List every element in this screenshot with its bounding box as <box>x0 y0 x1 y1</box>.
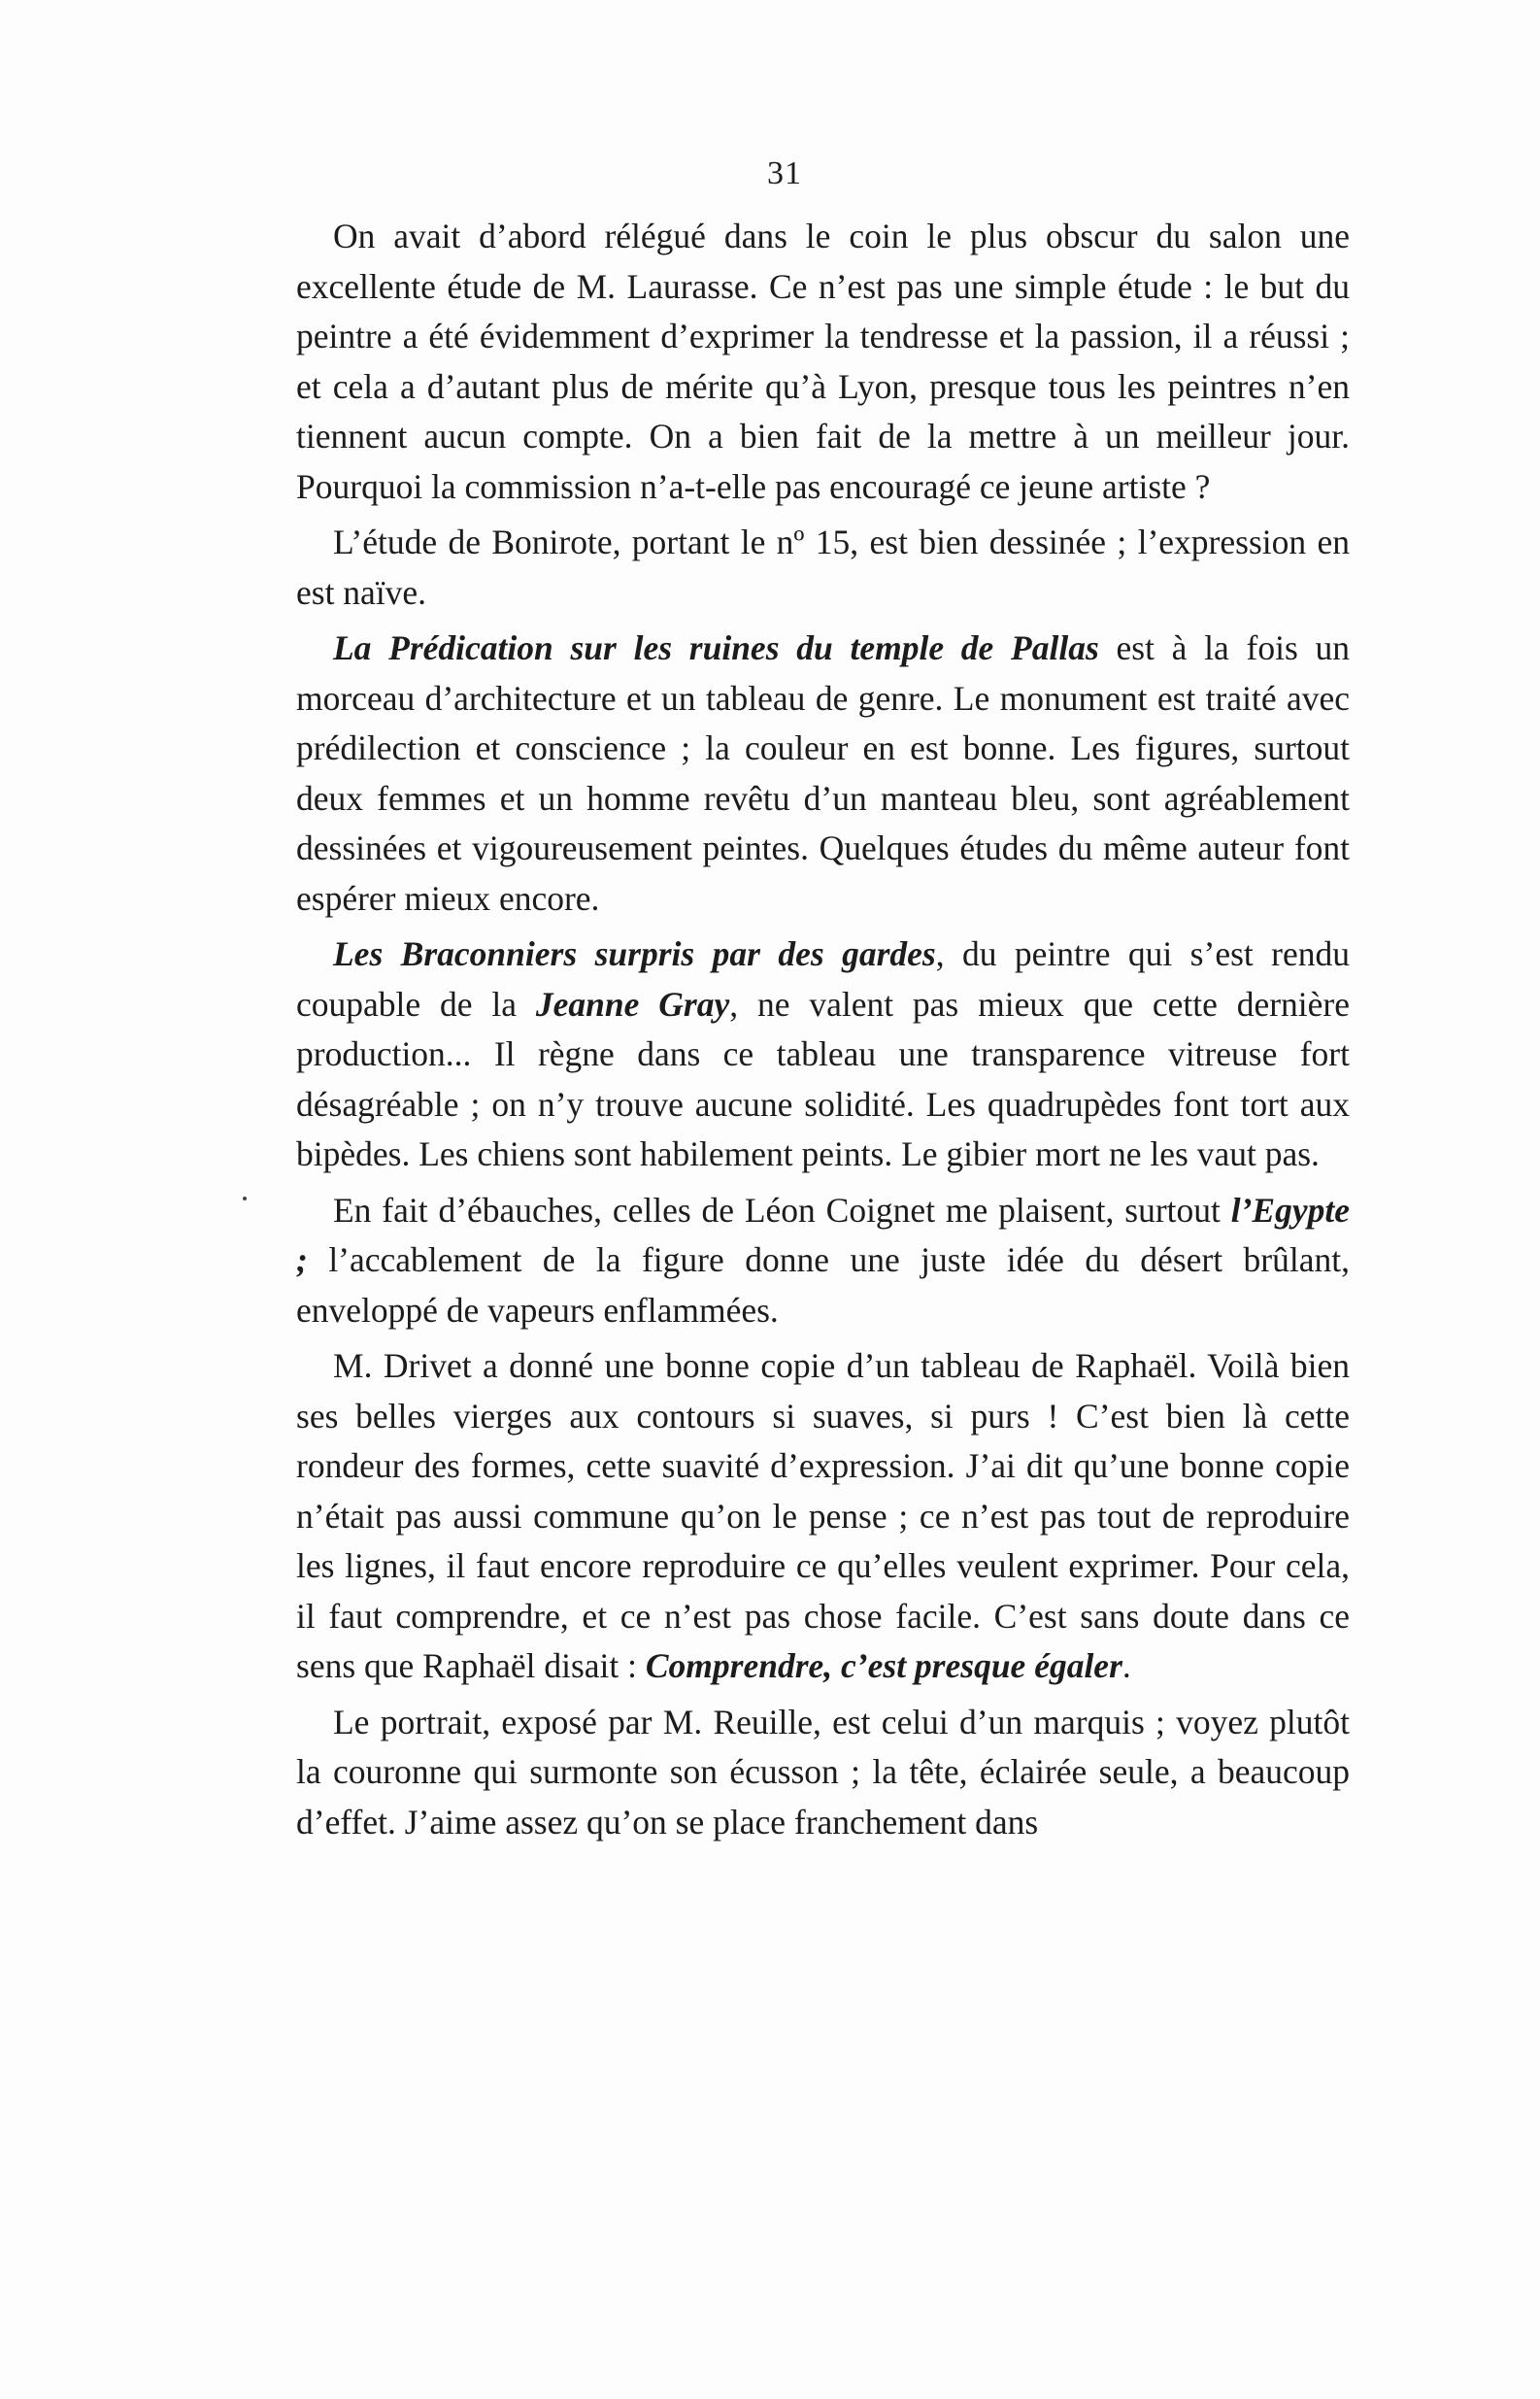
artwork-title: Les Braconniers surpris par des gardes <box>333 934 936 973</box>
artwork-title: Jeanne Gray <box>535 984 730 1024</box>
page-number: 31 <box>767 155 802 191</box>
quotation: Comprendre, c’est presque égaler <box>645 1646 1122 1685</box>
artwork-title: l’Egypte ; <box>296 1190 1350 1279</box>
paragraph-text: l’accablement de la figure donne une juste idée du désert brûlant, enveloppé de vapeurs enflammées. <box>296 1240 1350 1330</box>
paragraph-drivet <box>296 1341 1350 1692</box>
paragraph-reuille: Le portrait, exposé par M. Reuille, est celui d’un marquis ; voyez plutôt la couronne qui surmonte son écusson ; la tête, éclairée seule, a beaucoup d’effet. J’aime assez qu’on se place franchement dans <box>296 1702 1350 1841</box>
paragraph-text: , du peintre qui s’est rendu coupable de la <box>296 934 1350 1024</box>
paragraph-predication <box>296 624 1350 924</box>
paragraph-text: , ne valent pas mieux que cette dernière production... Il règne dans ce tableau une transparence vitreuse fort désagréable ; on n’y trouve aucune solidité. Les quadrupèdes font tort aux bipèdes. Les chiens sont habilement peints. Le gibier mort ne les vaut pas. <box>296 984 1350 1173</box>
paragraph-text: M. Drivet a donné une bonne copie d’un tableau de Raphaël. Voilà bien ses belles vierges aux contours si suaves, si purs ! C’est bien là cette rondeur des formes, cette suavité d’expression. J’ai dit qu’une bonne copie n’était pas aussi commune qu’on le pense ; ce n’est pas tout de reproduire les lignes, il faut encore reproduire ce qu’elles veulent exprimer. Pour cela, il faut comprendre, et ce n’est pas chose facile. C’est sans doute dans ce sens que Raphaël disait : <box>296 1346 1350 1685</box>
margin-mark <box>243 1197 247 1200</box>
paragraph-text: est à la fois un morceau d’architecture et un tableau de genre. Le monument est traité avec prédilection et conscience ; la couleur en est bonne. Les figures, surtout deux femmes et un homme revêtu d’un manteau bleu, sont agréablement dessinées et vigoureusement peintes. Quelques études du même auteur font espérer mieux encore. <box>296 628 1351 918</box>
paragraph-coignet <box>296 1186 1350 1336</box>
paragraph-text: En fait d’ébauches, celles de Léon Coignet me plaisent, surtout <box>333 1190 1231 1230</box>
body-text <box>296 212 1350 1853</box>
paragraph-braconniers <box>296 929 1350 1180</box>
artwork-title: La Prédication sur les ruines du temple de Pallas <box>333 628 1099 667</box>
paragraph-laurasse: On avait d’abord rélégué dans le coin le plus obscur du salon une excellente étude de M. Laurasse. Ce n’est pas une simple étude : le but du peintre a été évidemment d’exprimer la tendresse et la passion, il a réussi ; et cela a d’autant plus de mérite qu’à Lyon, presque tous les peintres n’en tiennent aucun compte. On a bien fait de la mettre à un meilleur jour. Pourquoi la commission n’a-t-elle pas encouragé ce jeune artiste ? <box>296 217 1350 506</box>
paragraph-text: . <box>1122 1646 1131 1685</box>
paragraph-bonirote: L’étude de Bonirote, portant le nº 15, est bien dessinée ; l’expression en est naïve. <box>296 523 1350 612</box>
